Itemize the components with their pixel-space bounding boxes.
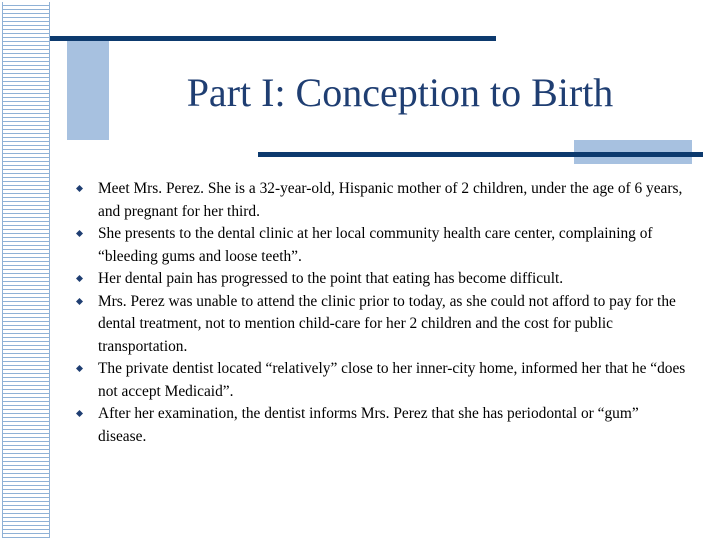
diamond-bullet-icon bbox=[76, 365, 83, 372]
diamond-bullet-icon bbox=[76, 410, 83, 417]
decorative-stripes bbox=[2, 2, 50, 538]
bullet-text: Meet Mrs. Perez. She is a 32-year-old, Hispanic mother of 2 children, under the age of 6 years, and pregnant for her third. bbox=[98, 180, 683, 220]
decorative-block-top bbox=[67, 38, 109, 140]
bullet-text: Her dental pain has progressed to the point that eating has become difficult. bbox=[98, 270, 564, 287]
decorative-bar-top bbox=[50, 36, 496, 41]
bullet-item bbox=[76, 291, 686, 359]
bullet-item bbox=[76, 268, 686, 291]
bullet-item bbox=[76, 223, 686, 268]
bullet-list bbox=[76, 178, 686, 448]
bullet-text: The private dentist located “relatively” close to her inner-city home, informed her that he “does not accept Medicaid”. bbox=[98, 360, 686, 400]
bullet-text: She presents to the dental clinic at her local community health care center, complaining of “bleeding gums and loose teeth”. bbox=[98, 225, 653, 265]
bullet-text: Mrs. Perez was unable to attend the clinic prior to today, as she could not afford to pay for the dental treatment, not to mention child-care for her 2 children and the cost for public transportation. bbox=[98, 292, 676, 355]
decorative-bar-bottom bbox=[258, 152, 703, 157]
bullet-item bbox=[76, 403, 686, 448]
diamond-bullet-icon bbox=[76, 185, 83, 192]
bullet-item bbox=[76, 178, 686, 223]
bullet-item bbox=[76, 358, 686, 403]
bullet-text: After her examination, the dentist informs Mrs. Perez that she has periodontal or “gum” disease. bbox=[98, 405, 639, 445]
diamond-bullet-icon bbox=[76, 275, 83, 282]
diamond-bullet-icon bbox=[76, 230, 83, 237]
slide-title: Part I: Conception to Birth bbox=[186, 70, 614, 115]
diamond-bullet-icon bbox=[76, 298, 83, 305]
